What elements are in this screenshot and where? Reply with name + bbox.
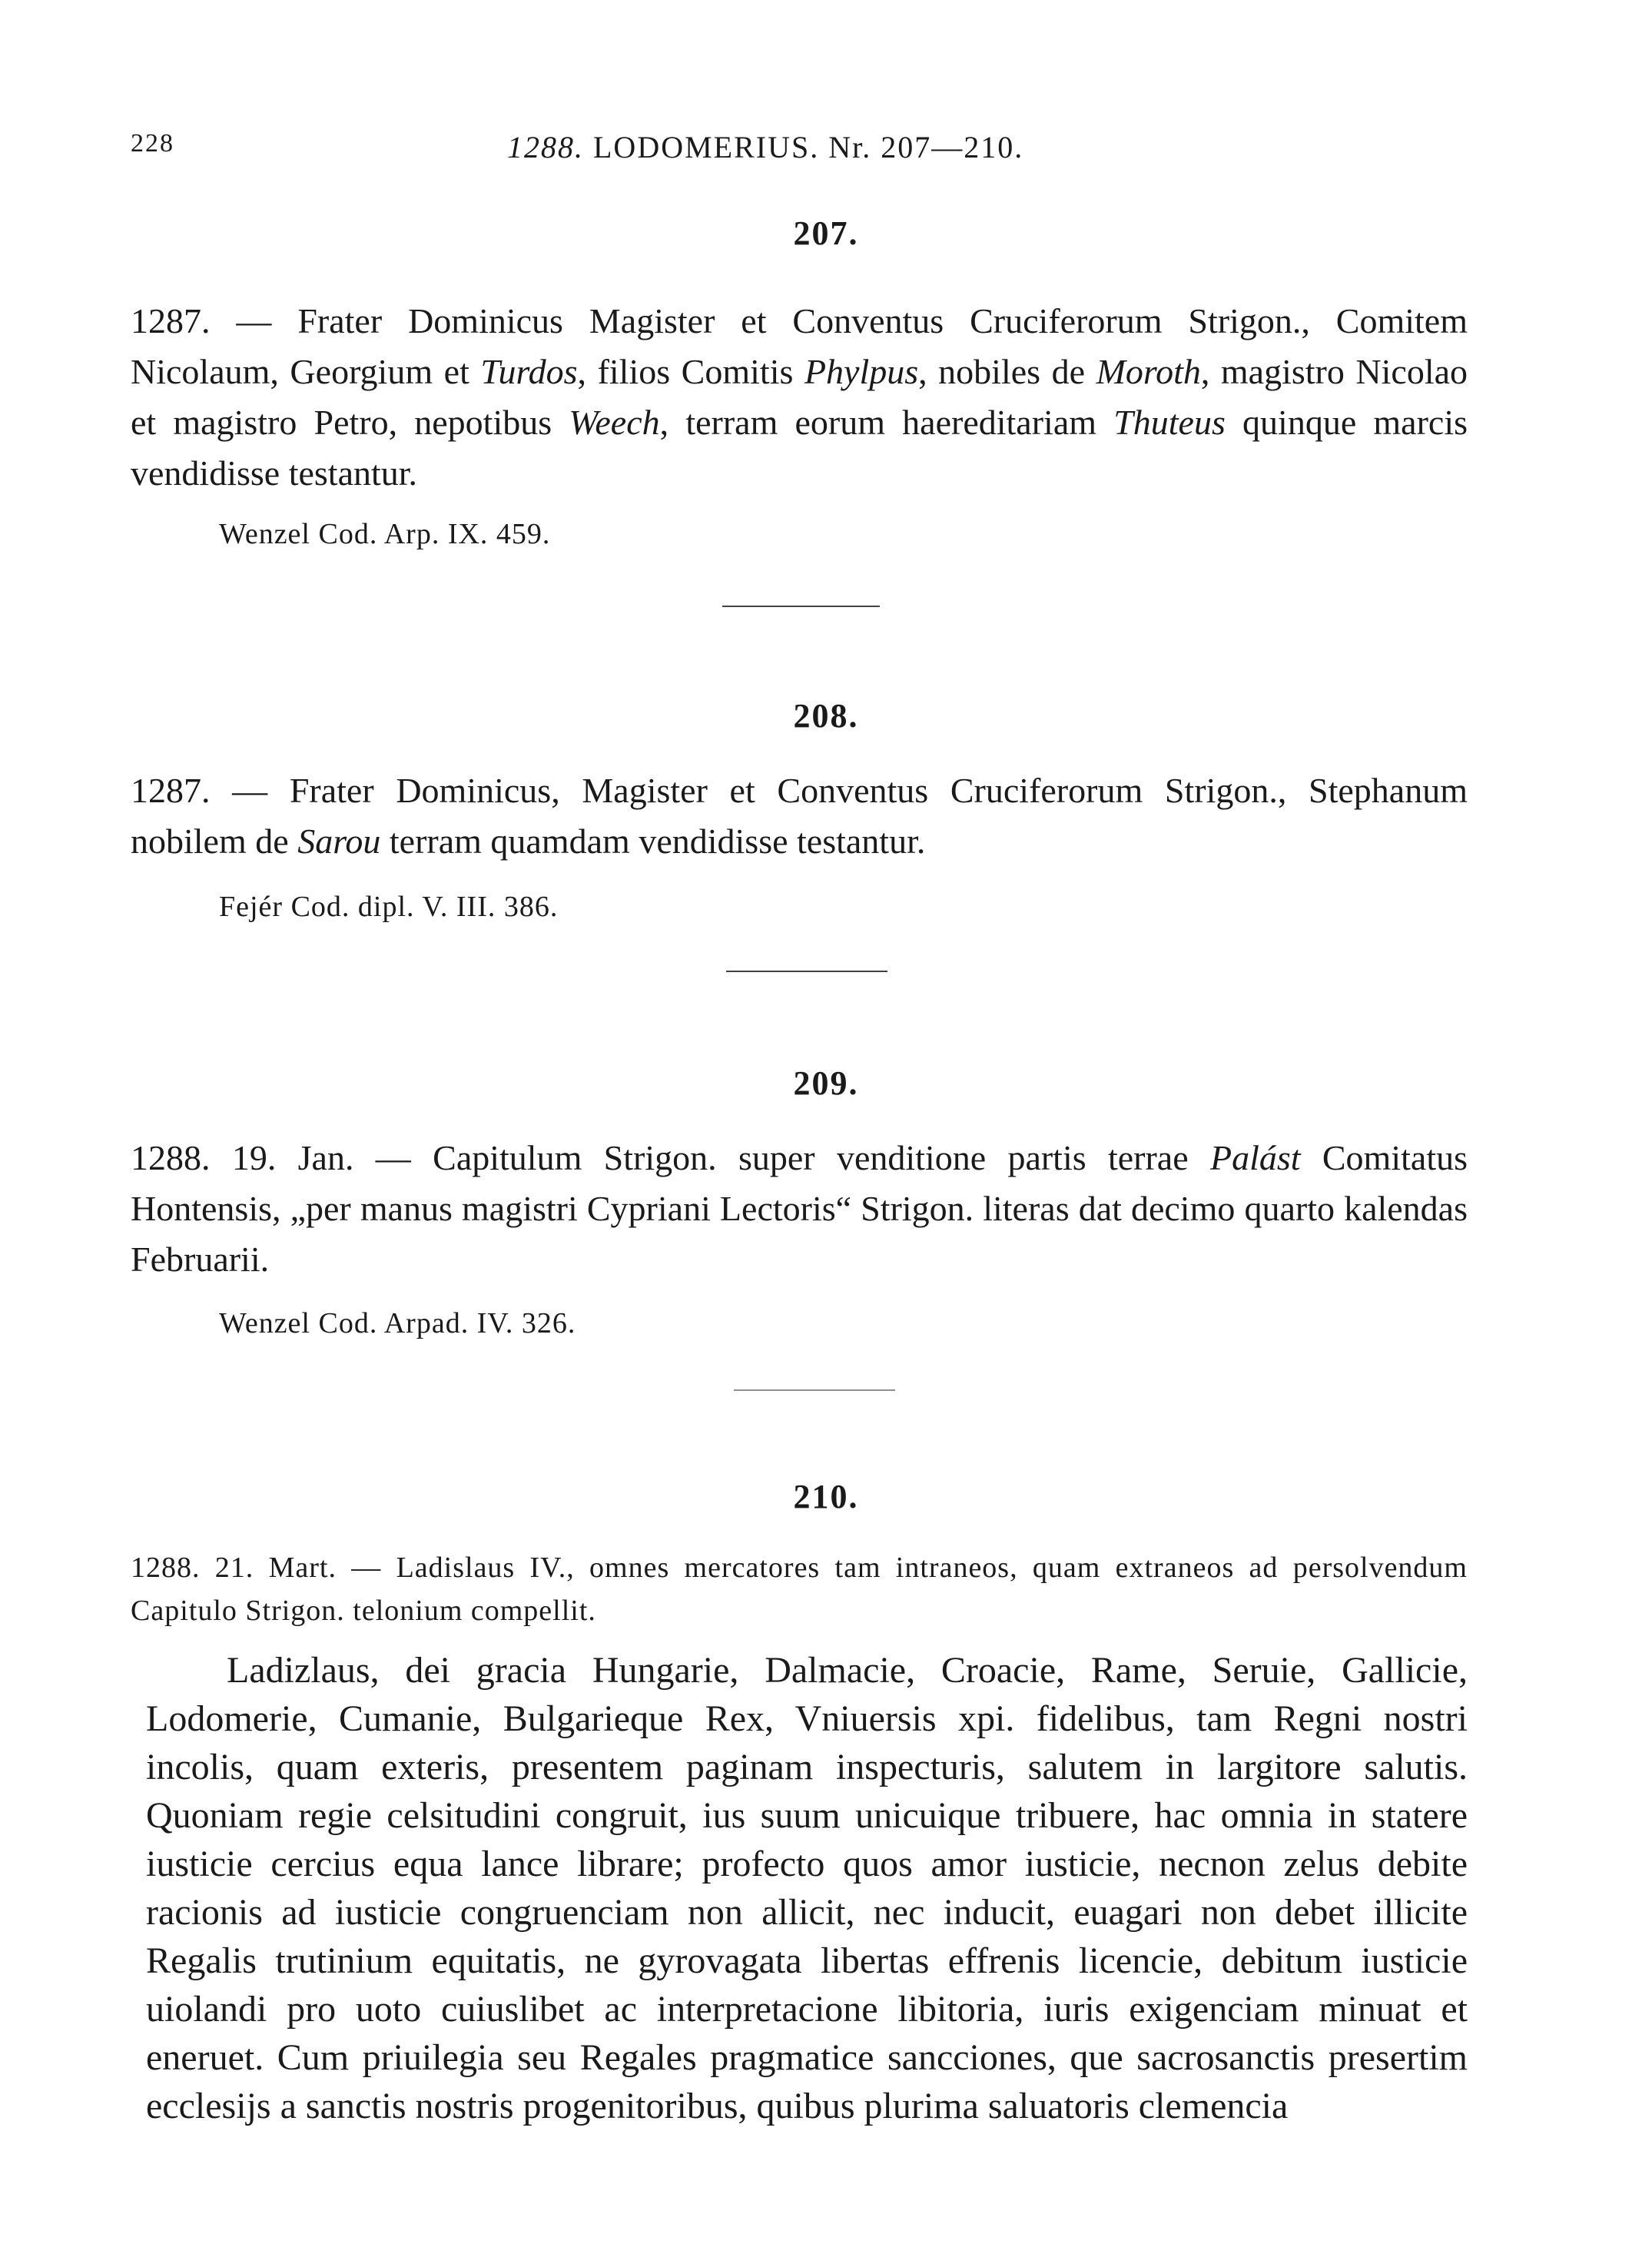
text-run: terram quamdam vendidisse testantur. [380,821,926,861]
italic-name: Moroth [1096,352,1201,391]
text-run: 1288. 19. Jan. — Capitulum Strigon. super venditione partis terrae [131,1138,1210,1177]
running-title [507,129,1023,165]
entry-209-regest [131,1133,1468,1285]
entry-210-charter-text: Ladizlaus, dei gracia Hungarie, Dalmacie, Croacie, Rame, Seruie, Gallicie, Lodomerie, Cumanie, Bulgarieque Rex, Vniuersis xpi. fidelibus, tam Regni nostri incolis, quam exteris, presentem paginam inspecturis, salutem in largitore salutis. Quoniam regie celsitudini congruit, ius suum unicuique tribuere, hac omnia in statere iusticie cercius equa lance librare; profecto quos amor iusticie, necnon zelus debite racionis ad iusticie congruenciam non allicit, nec inducit, euagari non debet illicite Regalis trutinium equitatis, ne gyrovagata libertas effrenis licencie, debitum iusticie uiolandi pro uoto cuiuslibet ac interpretacione libitoria, iuris exigenciam minuat et eneruet. Cum priuilegia seu Regales pragmatice sancciones, que sacrosanctis presertim ecclesijs a sanctis nostris progenitoribus, quibus plurima saluatoris clemencia [146,1650,1468,2126]
entry-209-source: Wenzel Cod. Arpad. IV. 326. [219,1307,576,1339]
separator-rule [722,606,880,607]
text-run: 1287. — Frater Dominicus Magister et Conventus Cruciferorum Strigon., Comitem Nicolaum, Georgium et [131,301,1468,391]
entry-210-summary: 1288. 21. Mart. — Ladislaus IV., omnes mercatores tam intraneos, quam extraneos ad persolvendum Capitulo Strigon. telonium compellit. [131,1552,1468,1627]
separator-rule [726,971,887,972]
entry-number-209: 209. [793,1064,859,1102]
entry-207-regest [131,296,1468,499]
entry-number-210: 210. [793,1478,859,1515]
text-run: , filios Comitis [577,352,804,391]
text-run: , terram eorum haereditariam [659,403,1114,442]
text-run: 1287. — Frater Dominicus, Magister et Conventus Cruciferorum Strigon., Stephanum nobilem de [131,771,1468,861]
italic-name: Thuteus [1113,403,1226,442]
italic-name: Weech [569,403,660,442]
page-number: 228 [131,129,174,158]
italic-name: Palást [1209,1138,1301,1177]
running-title-year: 1288. [507,130,584,164]
italic-name: Turdos [480,352,578,391]
italic-name: Sarou [297,821,381,861]
entry-number-208: 208. [793,697,859,735]
separator-rule [734,1389,895,1391]
text-run: , nobiles de [918,352,1096,391]
text-run: , magistro Nicolao et magistro Petro, nepotibus [131,352,1468,442]
entry-208-source: Fejér Cod. dipl. V. III. 386. [219,891,559,923]
running-head [131,129,1521,175]
running-title-range: Nr. 207—210. [828,130,1024,164]
text-run: Comitatus Hontensis, „per manus magistri Cypriani Lectoris“ Strigon. literas dat decimo quarto kalendas Februarii. [131,1138,1468,1279]
entry-208-regest [131,765,1468,867]
text-run: quinque marcis vendidisse testantur. [131,403,1468,493]
entry-207-source: Wenzel Cod. Arp. IX. 459. [219,518,551,550]
italic-name: Phylpus [804,352,919,391]
entry-number-207: 207. [793,214,859,252]
running-title-name: LODOMERIUS. [593,130,820,164]
